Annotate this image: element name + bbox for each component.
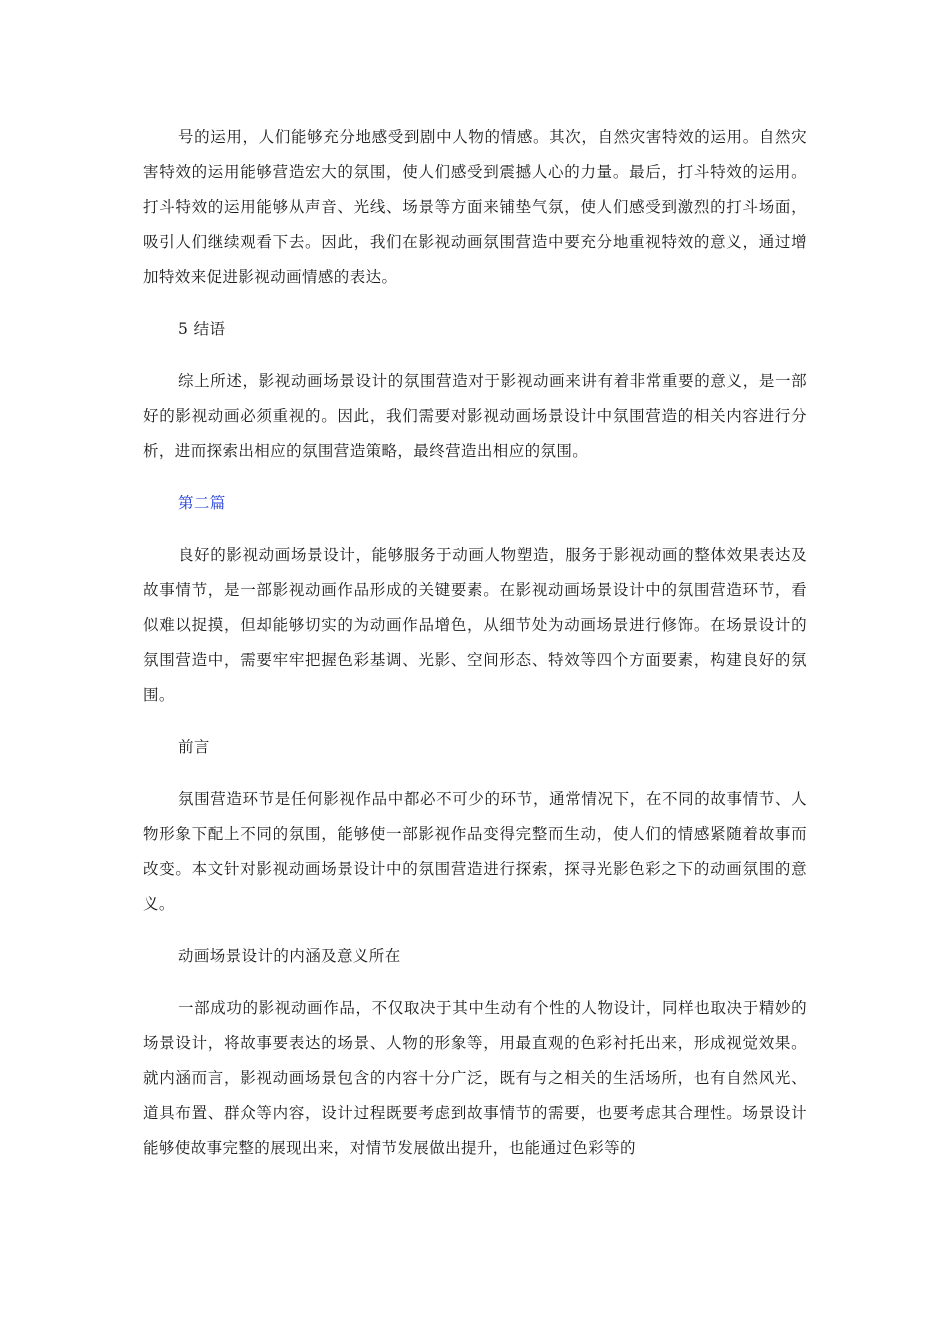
paragraph-preface: 氛围营造环节是任何影视作品中都必不可少的环节，通常情况下，在不同的故事情节、人物形象下配上不同的氛围，能够使一部影视作品变得完整而生动，使人们的情感紧随着故事而改变。本文针对影视动画场景设计中的氛围营造进行探索，探寻光影色彩之下的动画氛围的意义。 [143,790,807,913]
heading-conclusion: 5 结语 [178,320,226,338]
spacer [143,521,807,538]
paragraph-scene-design: 一部成功的影视动画作品，不仅取决于其中生动有个性的人物设计，同样也取决于精妙的场景设计，将故事要表达的场景、人物的形象等，用最直观的色彩衬托出来，形成视觉效果。就内涵而言，影视动画场景包含的内容十分广泛，既有与之相关的生活场所，也有自然风光、道具布置、群众等内容，设计过程既要考虑到故事情节的需要，也要考虑其合理性。场景设计能够使故事完整的展现出来，对情节发展做出提升，也能通过色彩等的 [143,999,807,1157]
heading-preface: 前言 [178,738,210,756]
spacer [143,765,807,782]
spacer [143,974,807,991]
paragraph-abstract: 良好的影视动画场景设计，能够服务于动画人物塑造，服务于影视动画的整体效果表达及故事情节，是一部影视动画作品形成的关键要素。在影视动画场景设计中的氛围营造环节，看似难以捉摸，但却能够切实的为动画作品增色，从细节处为动画场景进行修饰。在场景设计的氛围营造中，需要牢牢把握色彩基调、光影、空间形态、特效等四个方面要素，构建良好的氛围。 [143,546,807,704]
spacer [143,922,807,939]
spacer [143,347,807,364]
heading-scene-design-meaning: 动画场景设计的内涵及意义所在 [178,947,401,965]
spacer [143,295,807,312]
spacer [143,713,807,730]
paragraph-conclusion: 综上所述，影视动画场景设计的氛围营造对于影视动画来讲有着非常重要的意义，是一部好的影视动画必须重视的。因此，我们需要对影视动画场景设计中氛围营造的相关内容进行分析，进而探索出相应的氛围营造策略，最终营造出相应的氛围。 [143,372,807,460]
paragraph-special-effects: 号的运用，人们能够充分地感受到剧中人物的情感。其次，自然灾害特效的运用。自然灾害特效的运用能够营造宏大的氛围，使人们感受到震撼人心的力量。最后，打斗特效的运用。打斗特效的运用能够从声音、光线、场景等方面来铺垫气氛，使人们感受到激烈的打斗场面，吸引人们继续观看下去。因此，我们在影视动画氛围营造中要充分地重视特效的意义，通过增加特效来促进影视动画情感的表达。 [143,128,807,286]
spacer [143,469,807,486]
section-title-part-two[interactable]: 第二篇 [178,494,226,512]
